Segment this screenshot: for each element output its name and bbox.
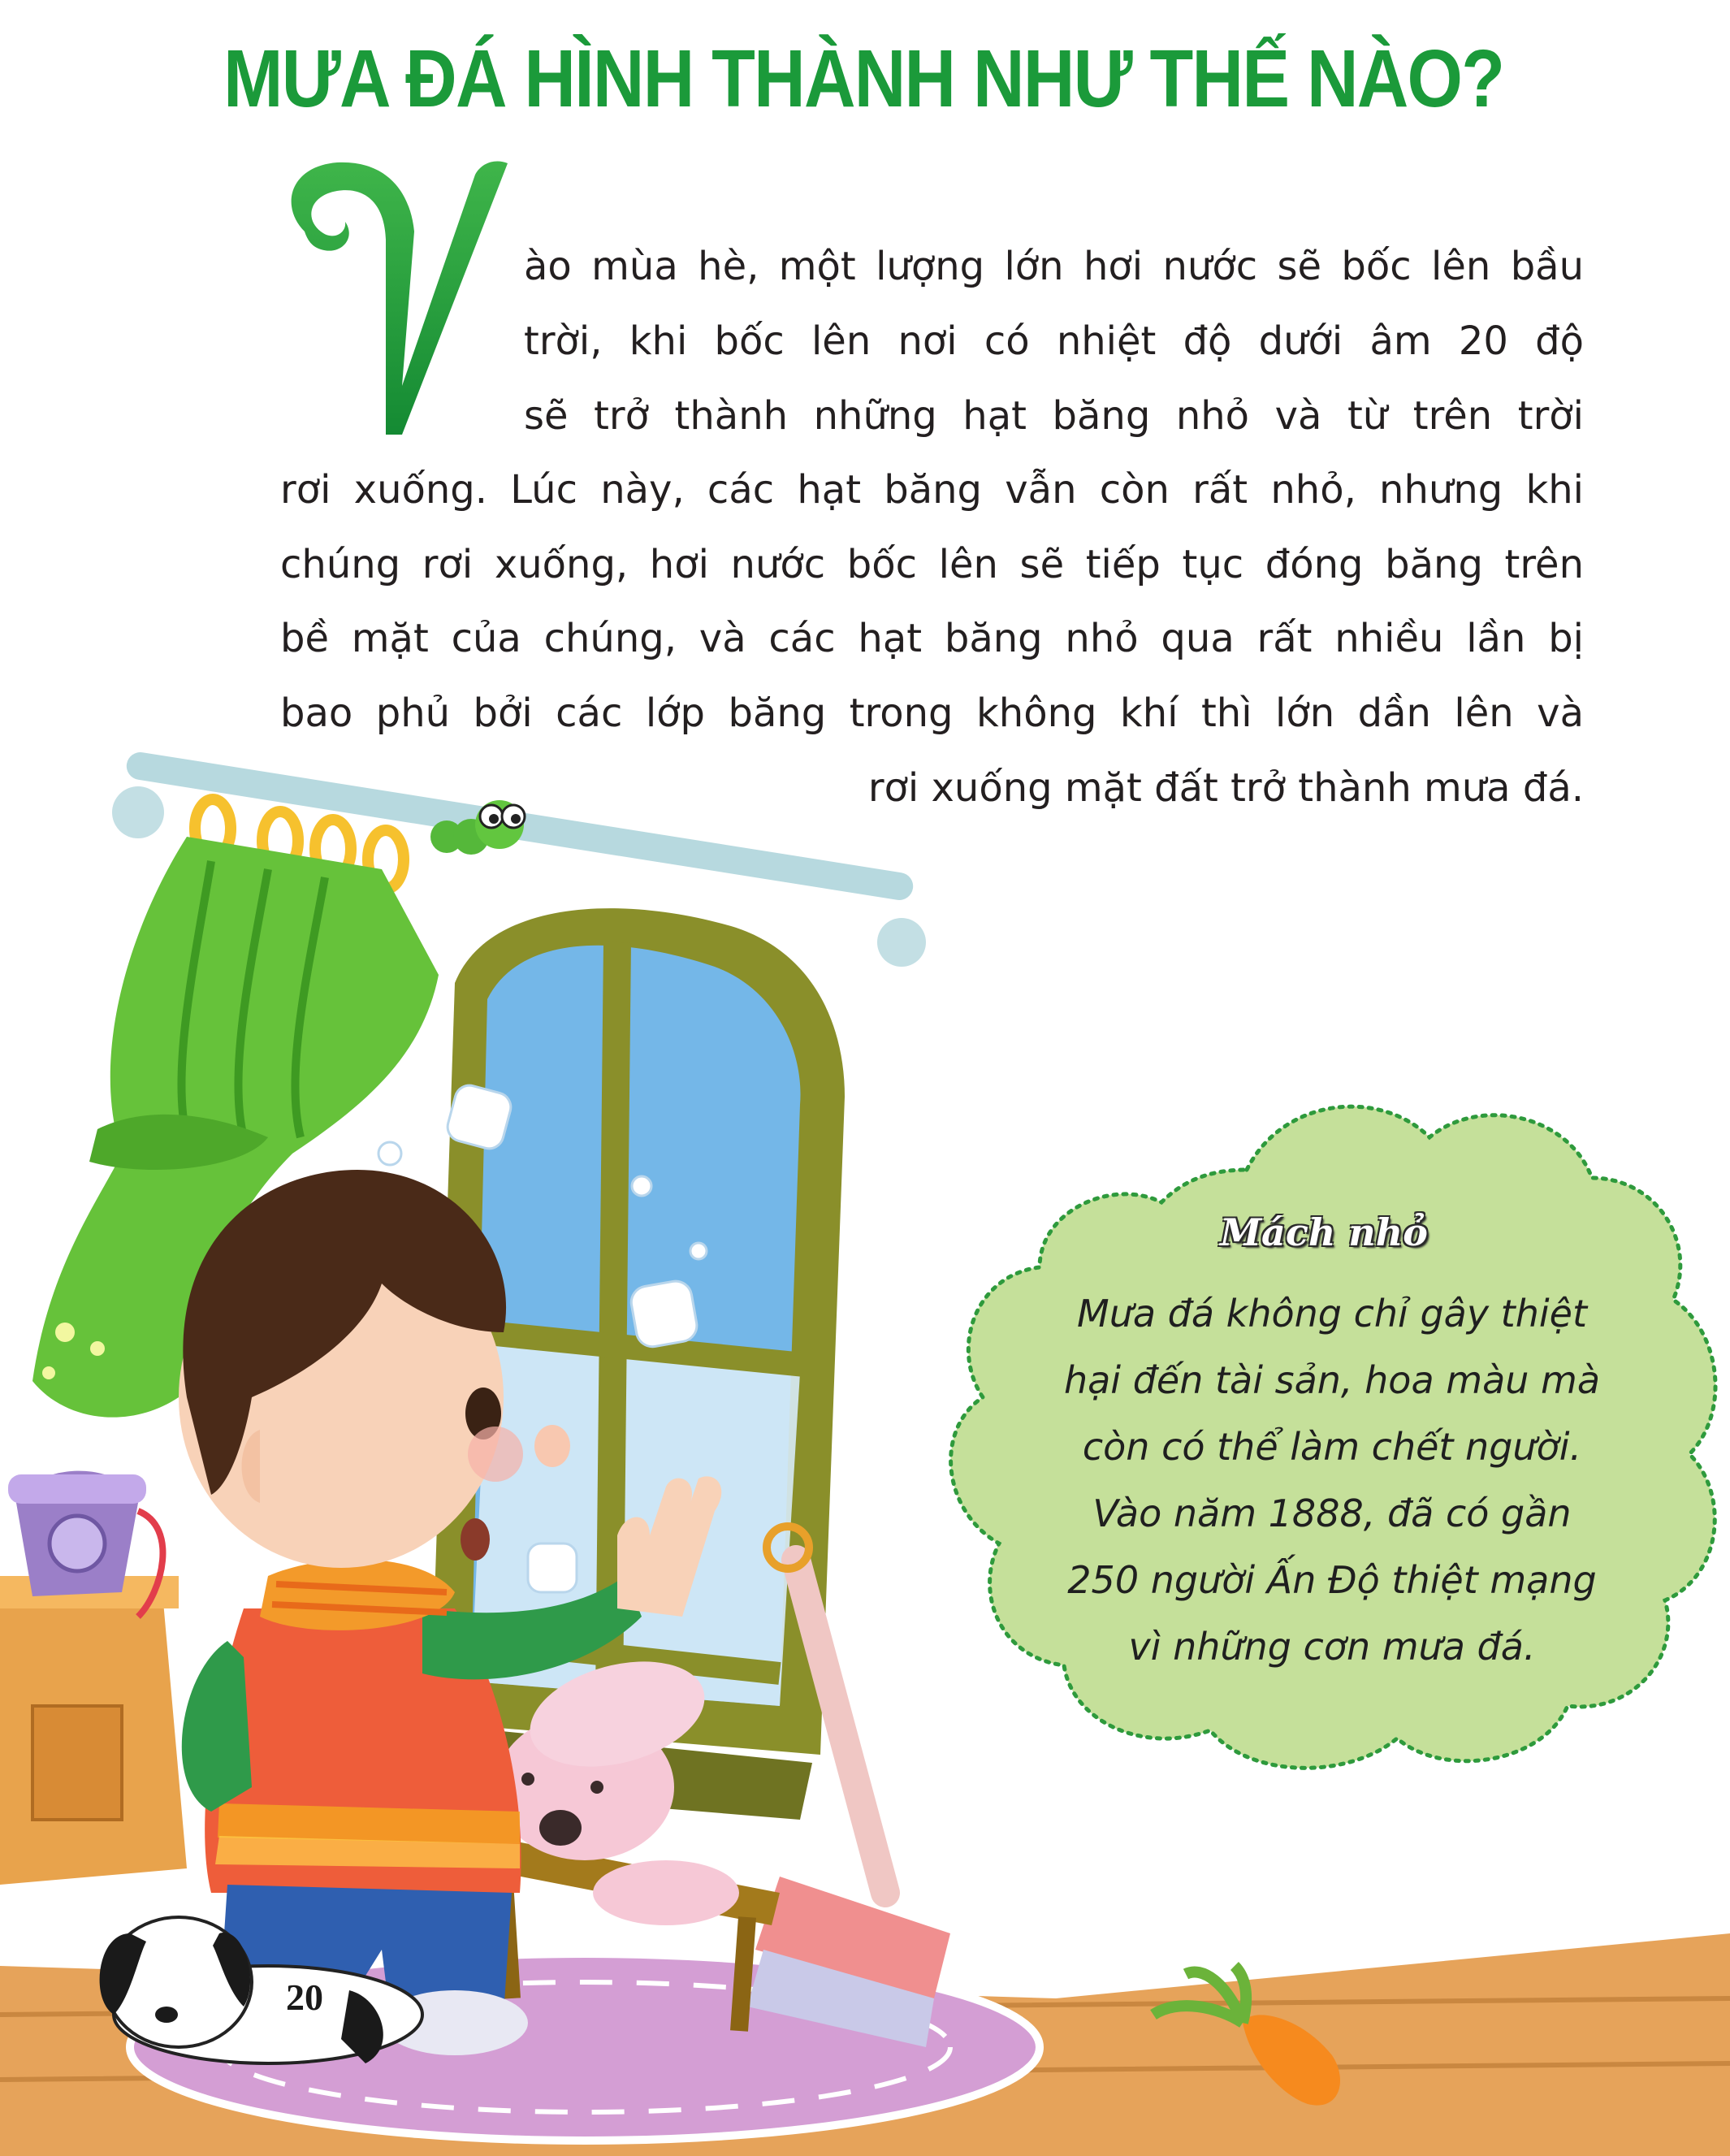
tip-text-line: còn có thể làm chết người. <box>1082 1425 1582 1469</box>
tip-heading: Mách nhỏ <box>1220 1210 1428 1254</box>
drop-cap-v-icon <box>272 142 516 451</box>
page-title: MƯA ĐÁ HÌNH THÀNH NHƯ THẾ NÀO? <box>223 33 1504 124</box>
tip-text-line: hại đến tài sản, hoa màu mà <box>1063 1358 1601 1402</box>
body-text-line: bao phủ bởi các lớp băng trong không khí thì lớn dần lên và <box>280 691 1584 736</box>
tip-text-line: vì những cơn mưa đá. <box>1128 1625 1536 1669</box>
body-text-line: bề mặt của chúng, và các hạt băng nhỏ qua rất nhiều lần bị <box>280 616 1584 661</box>
body-text-line: rơi xuống mặt đất trở thành mưa đá. <box>867 765 1584 811</box>
body-text-line: sẽ trở thành những hạt băng nhỏ và từ trên trời <box>524 393 1584 439</box>
page-number: 20 <box>286 1976 323 2018</box>
body-text-line: chúng rơi xuống, hơi nước bốc lên sẽ tiếp tục đóng băng trên <box>280 542 1584 587</box>
tip-text-line: Mưa đá không chỉ gây thiệt <box>1077 1292 1587 1336</box>
tip-text-line: 250 người Ấn Độ thiệt mạng <box>1067 1558 1597 1602</box>
body-text-line: rơi xuống. Lúc này, các hạt băng vẫn còn rất nhỏ, nhưng khi <box>280 467 1584 513</box>
tip-text-line: Vào năm 1888, đã có gần <box>1092 1491 1572 1535</box>
body-text-line: ào mùa hè, một lượng lớn hơi nước sẽ bốc lên bầu <box>524 244 1584 289</box>
body-text-line: trời, khi bốc lên nơi có nhiệt độ dưới âm 20 độ <box>524 318 1584 364</box>
